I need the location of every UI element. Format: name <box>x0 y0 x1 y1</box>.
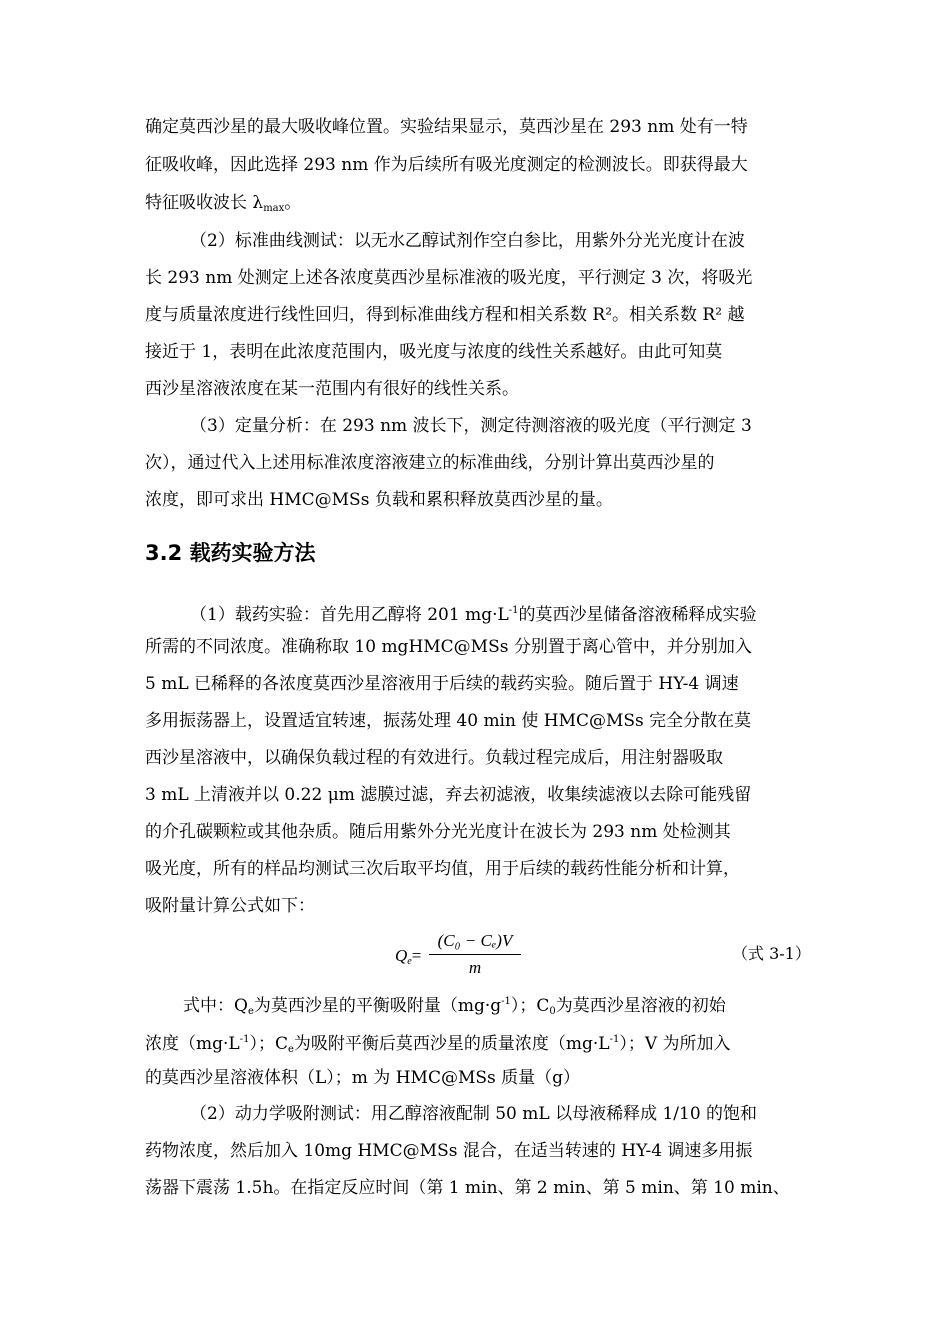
equation-variable: Q <box>395 946 408 965</box>
paragraph-line: 次），通过代入上述用标准浓度溶液建立的标准曲线，分别计算出莫西沙星的 <box>145 453 715 473</box>
paragraph-line: （3）定量分析：在 293 nm 波长下，测定待测溶液的吸光度（平行测定 3 <box>190 416 752 436</box>
subscript: e <box>407 956 412 967</box>
equation-numerator: (C₀ − Cₑ)V <box>437 931 513 950</box>
paragraph-line: 接近于 1，表明在此浓度范围内，吸光度与浓度的线性关系越好。由此可知莫 <box>145 342 723 362</box>
text-run: 为莫西沙星溶液的初始 <box>555 996 726 1016</box>
paragraph-line: 浓度，即可求出 HMC@MSs 负载和累积释放莫西沙星的量。 <box>145 490 613 510</box>
paragraph-line <box>145 1030 810 1060</box>
paragraph-line: 3 mL 上清液并以 0.22 μm 滤膜过滤，弃去初滤液，收集续滤液以去除可能残留 <box>145 785 752 805</box>
section-heading: 3.2 载药实验方法 <box>145 541 316 565</box>
text-run: 为吸附平衡后莫西沙星的质量浓度（mg·L <box>293 1034 610 1054</box>
paragraph-line <box>145 193 810 219</box>
paragraph-line: 多用振荡器上，设置适宜转速，振荡处理 40 min 使 HMC@MSs 完全分散在莫 <box>145 711 752 731</box>
superscript: -1 <box>239 1034 250 1045</box>
paragraph-line: 的莫西沙星溶液体积（L）；m 为 HMC@MSs 质量（g） <box>145 1068 581 1088</box>
paragraph-line: 度与质量浓度进行线性回归，得到标准曲线方程和相关系数 R²。相关系数 R² 越 <box>145 305 745 325</box>
text-run: 特征吸收波长 λ <box>145 193 264 213</box>
paragraph-line <box>190 601 810 625</box>
paragraph-line: 吸光度，所有的样品均测试三次后取平均值，用于后续的载药性能分析和计算， <box>145 859 740 879</box>
paragraph-line: 征吸收峰，因此选择 293 nm 作为后续所有吸光度测定的检测波长。即获得最大 <box>145 155 748 175</box>
superscript: -1 <box>501 996 511 1007</box>
equation-lhs <box>395 946 421 967</box>
paragraph-line: 所需的不同浓度。准确称取 10 mgHMC@MSs 分别置于离心管中，并分别加入 <box>145 637 752 657</box>
text-run: 的莫西沙星储备溶液稀释成实验 <box>518 605 757 625</box>
fraction-bar <box>429 954 521 955</box>
text-run: 。 <box>284 193 302 213</box>
paragraph-line: （2）标准曲线测试：以无水乙醇试剂作空白参比，用紫外分光光度计在波 <box>190 231 745 251</box>
paragraph-line <box>183 992 810 1022</box>
subscript: e <box>287 1044 294 1055</box>
subscript: e <box>247 1006 254 1017</box>
equation-denominator: m <box>468 958 482 977</box>
equation-3-1 <box>395 929 535 985</box>
equals-sign: = <box>411 946 422 965</box>
text-run: 式中：Q <box>183 996 248 1016</box>
equation-fraction <box>429 929 521 979</box>
paragraph-line: 西沙星溶液浓度在某一范围内有很好的线性关系。 <box>145 379 519 399</box>
text-run: （1）载药实验：首先用乙醇将 201 mg·L <box>190 605 509 625</box>
text-run: 浓度（mg·L <box>145 1034 240 1054</box>
paragraph-line: （2）动力学吸附测试：用乙醇溶液配制 50 mL 以母液稀释成 1/10 的饱和 <box>190 1104 758 1124</box>
text-run: ）；C <box>249 1034 288 1054</box>
equation-label: （式 3-1） <box>732 944 811 963</box>
paragraph-line: 荡器下震荡 1.5h。在指定反应时间（第 1 min、第 2 min、第 5 min、第 10 min、 <box>145 1178 790 1198</box>
superscript: -1 <box>609 1034 620 1045</box>
paragraph-line: 西沙星溶液中，以确保负载过程的有效进行。负载过程完成后，用注射器吸取 <box>145 748 723 768</box>
paragraph-line: 的介孔碳颗粒或其他杂质。随后用紫外分光光度计在波长为 293 nm 处检测其 <box>145 822 731 842</box>
paragraph-line: 长 293 nm 处测定上述各浓度莫西沙星标准液的吸光度，平行测定 3 次，将吸光 <box>145 268 753 288</box>
superscript: -1 <box>508 605 519 616</box>
paragraph-line: 吸附量计算公式如下： <box>145 896 315 916</box>
text-run: ）；V 为所加入 <box>619 1034 731 1054</box>
paragraph-line: 药物浓度，然后加入 10mg HMC@MSs 混合，在适当转速的 HY-4 调速多用振 <box>145 1141 753 1161</box>
text-run: ）；C <box>510 996 550 1016</box>
paragraph-line: 5 mL 已稀释的各浓度莫西沙星溶液用于后续的载药实验。随后置于 HY-4 调速 <box>145 674 739 694</box>
subscript: max <box>263 203 285 214</box>
subscript: 0 <box>549 1006 556 1017</box>
paragraph-line: 确定莫西沙星的最大吸收峰位置。实验结果显示，莫西沙星在 293 nm 处有一特 <box>145 117 748 137</box>
text-run: 为莫西沙星的平衡吸附量（mg·g <box>253 996 502 1016</box>
